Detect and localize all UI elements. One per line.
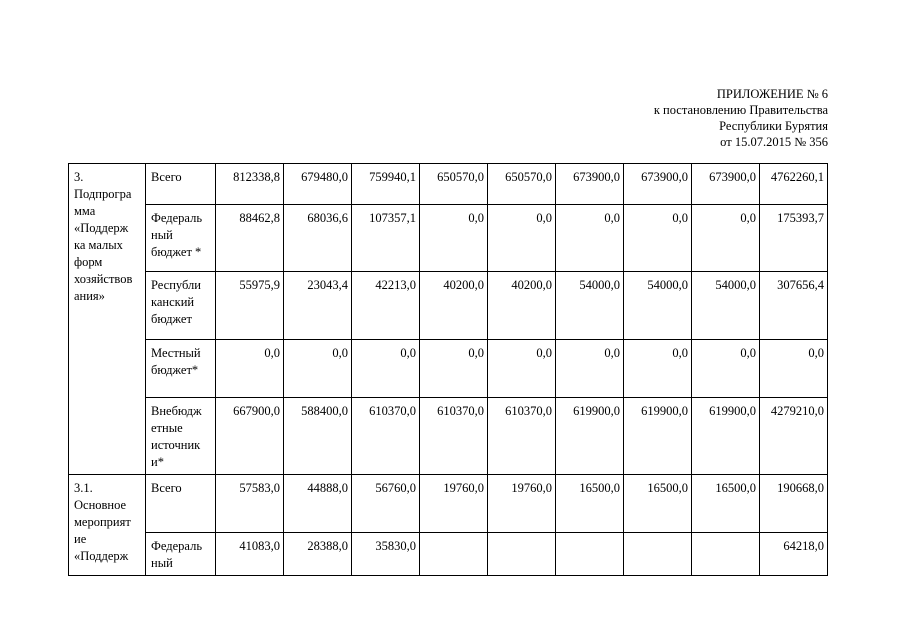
appendix-date-line: от 15.07.2015 № 356	[720, 135, 828, 149]
total-value-cell: 175393,7	[760, 205, 828, 272]
table-row	[69, 205, 828, 272]
year-value-cell: 588400,0	[284, 398, 352, 475]
year-value-cell: 619900,0	[556, 398, 624, 475]
year-value-cell	[692, 533, 760, 576]
year-value-cell: 812338,8	[216, 164, 284, 205]
year-value-cell: 23043,4	[284, 272, 352, 340]
year-value-cell: 619900,0	[692, 398, 760, 475]
year-value-cell: 610370,0	[352, 398, 420, 475]
year-value-cell: 0,0	[624, 340, 692, 398]
budget-table	[68, 163, 828, 576]
year-value-cell: 54000,0	[624, 272, 692, 340]
year-value-cell: 35830,0	[352, 533, 420, 576]
table-row	[69, 475, 828, 533]
year-value-cell: 44888,0	[284, 475, 352, 533]
year-value-cell: 16500,0	[624, 475, 692, 533]
year-value-cell: 0,0	[556, 205, 624, 272]
funding-source-cell: Внебюдж етные источник и*	[146, 398, 216, 475]
year-value-cell: 0,0	[284, 340, 352, 398]
program-name-cell: 3.1. Основное мероприят ие «Поддерж	[69, 475, 146, 576]
year-value-cell: 40200,0	[488, 272, 556, 340]
year-value-cell: 679480,0	[284, 164, 352, 205]
funding-source-cell: Всего	[146, 475, 216, 533]
year-value-cell: 68036,6	[284, 205, 352, 272]
year-value-cell: 42213,0	[352, 272, 420, 340]
year-value-cell: 0,0	[352, 340, 420, 398]
year-value-cell: 16500,0	[556, 475, 624, 533]
year-value-cell: 56760,0	[352, 475, 420, 533]
appendix-title: ПРИЛОЖЕНИЕ № 6	[716, 87, 828, 101]
year-value-cell: 41083,0	[216, 533, 284, 576]
appendix-ref-line: Республики Бурятия	[719, 119, 828, 133]
year-value-cell	[420, 533, 488, 576]
year-value-cell: 610370,0	[488, 398, 556, 475]
year-value-cell: 667900,0	[216, 398, 284, 475]
table-row	[69, 272, 828, 340]
table-row	[69, 340, 828, 398]
year-value-cell: 0,0	[420, 205, 488, 272]
year-value-cell: 54000,0	[692, 272, 760, 340]
year-value-cell: 610370,0	[420, 398, 488, 475]
table-row	[69, 533, 828, 576]
year-value-cell: 57583,0	[216, 475, 284, 533]
year-value-cell: 0,0	[624, 205, 692, 272]
year-value-cell: 16500,0	[692, 475, 760, 533]
year-value-cell: 673900,0	[692, 164, 760, 205]
funding-source-cell: Федераль ный	[146, 533, 216, 576]
year-value-cell: 759940,1	[352, 164, 420, 205]
funding-source-cell: Местный бюджет*	[146, 340, 216, 398]
total-value-cell: 64218,0	[760, 533, 828, 576]
table-row	[69, 398, 828, 475]
year-value-cell: 88462,8	[216, 205, 284, 272]
year-value-cell: 55975,9	[216, 272, 284, 340]
year-value-cell: 19760,0	[420, 475, 488, 533]
total-value-cell: 307656,4	[760, 272, 828, 340]
year-value-cell: 0,0	[216, 340, 284, 398]
year-value-cell: 107357,1	[352, 205, 420, 272]
total-value-cell: 4762260,1	[760, 164, 828, 205]
year-value-cell: 0,0	[692, 205, 760, 272]
year-value-cell: 54000,0	[556, 272, 624, 340]
table-body	[69, 164, 828, 576]
funding-source-cell: Всего	[146, 164, 216, 205]
year-value-cell	[624, 533, 692, 576]
year-value-cell: 673900,0	[624, 164, 692, 205]
year-value-cell: 40200,0	[420, 272, 488, 340]
year-value-cell: 650570,0	[420, 164, 488, 205]
funding-source-cell: Федераль ный бюджет *	[146, 205, 216, 272]
year-value-cell: 0,0	[556, 340, 624, 398]
year-value-cell: 0,0	[692, 340, 760, 398]
year-value-cell: 28388,0	[284, 533, 352, 576]
year-value-cell: 0,0	[488, 205, 556, 272]
total-value-cell: 0,0	[760, 340, 828, 398]
year-value-cell	[488, 533, 556, 576]
appendix-ref-line: к постановлению Правительства	[653, 103, 828, 117]
year-value-cell: 673900,0	[556, 164, 624, 205]
funding-source-cell: Республи канский бюджет	[146, 272, 216, 340]
year-value-cell: 19760,0	[488, 475, 556, 533]
total-value-cell: 4279210,0	[760, 398, 828, 475]
appendix-header	[528, 86, 828, 150]
year-value-cell: 0,0	[420, 340, 488, 398]
year-value-cell: 0,0	[488, 340, 556, 398]
year-value-cell: 619900,0	[624, 398, 692, 475]
year-value-cell	[556, 533, 624, 576]
total-value-cell: 190668,0	[760, 475, 828, 533]
program-name-cell: 3. Подпрогра мма «Поддерж ка малых форм хозяйствов ания»	[69, 164, 146, 475]
table-row	[69, 164, 828, 205]
year-value-cell: 650570,0	[488, 164, 556, 205]
